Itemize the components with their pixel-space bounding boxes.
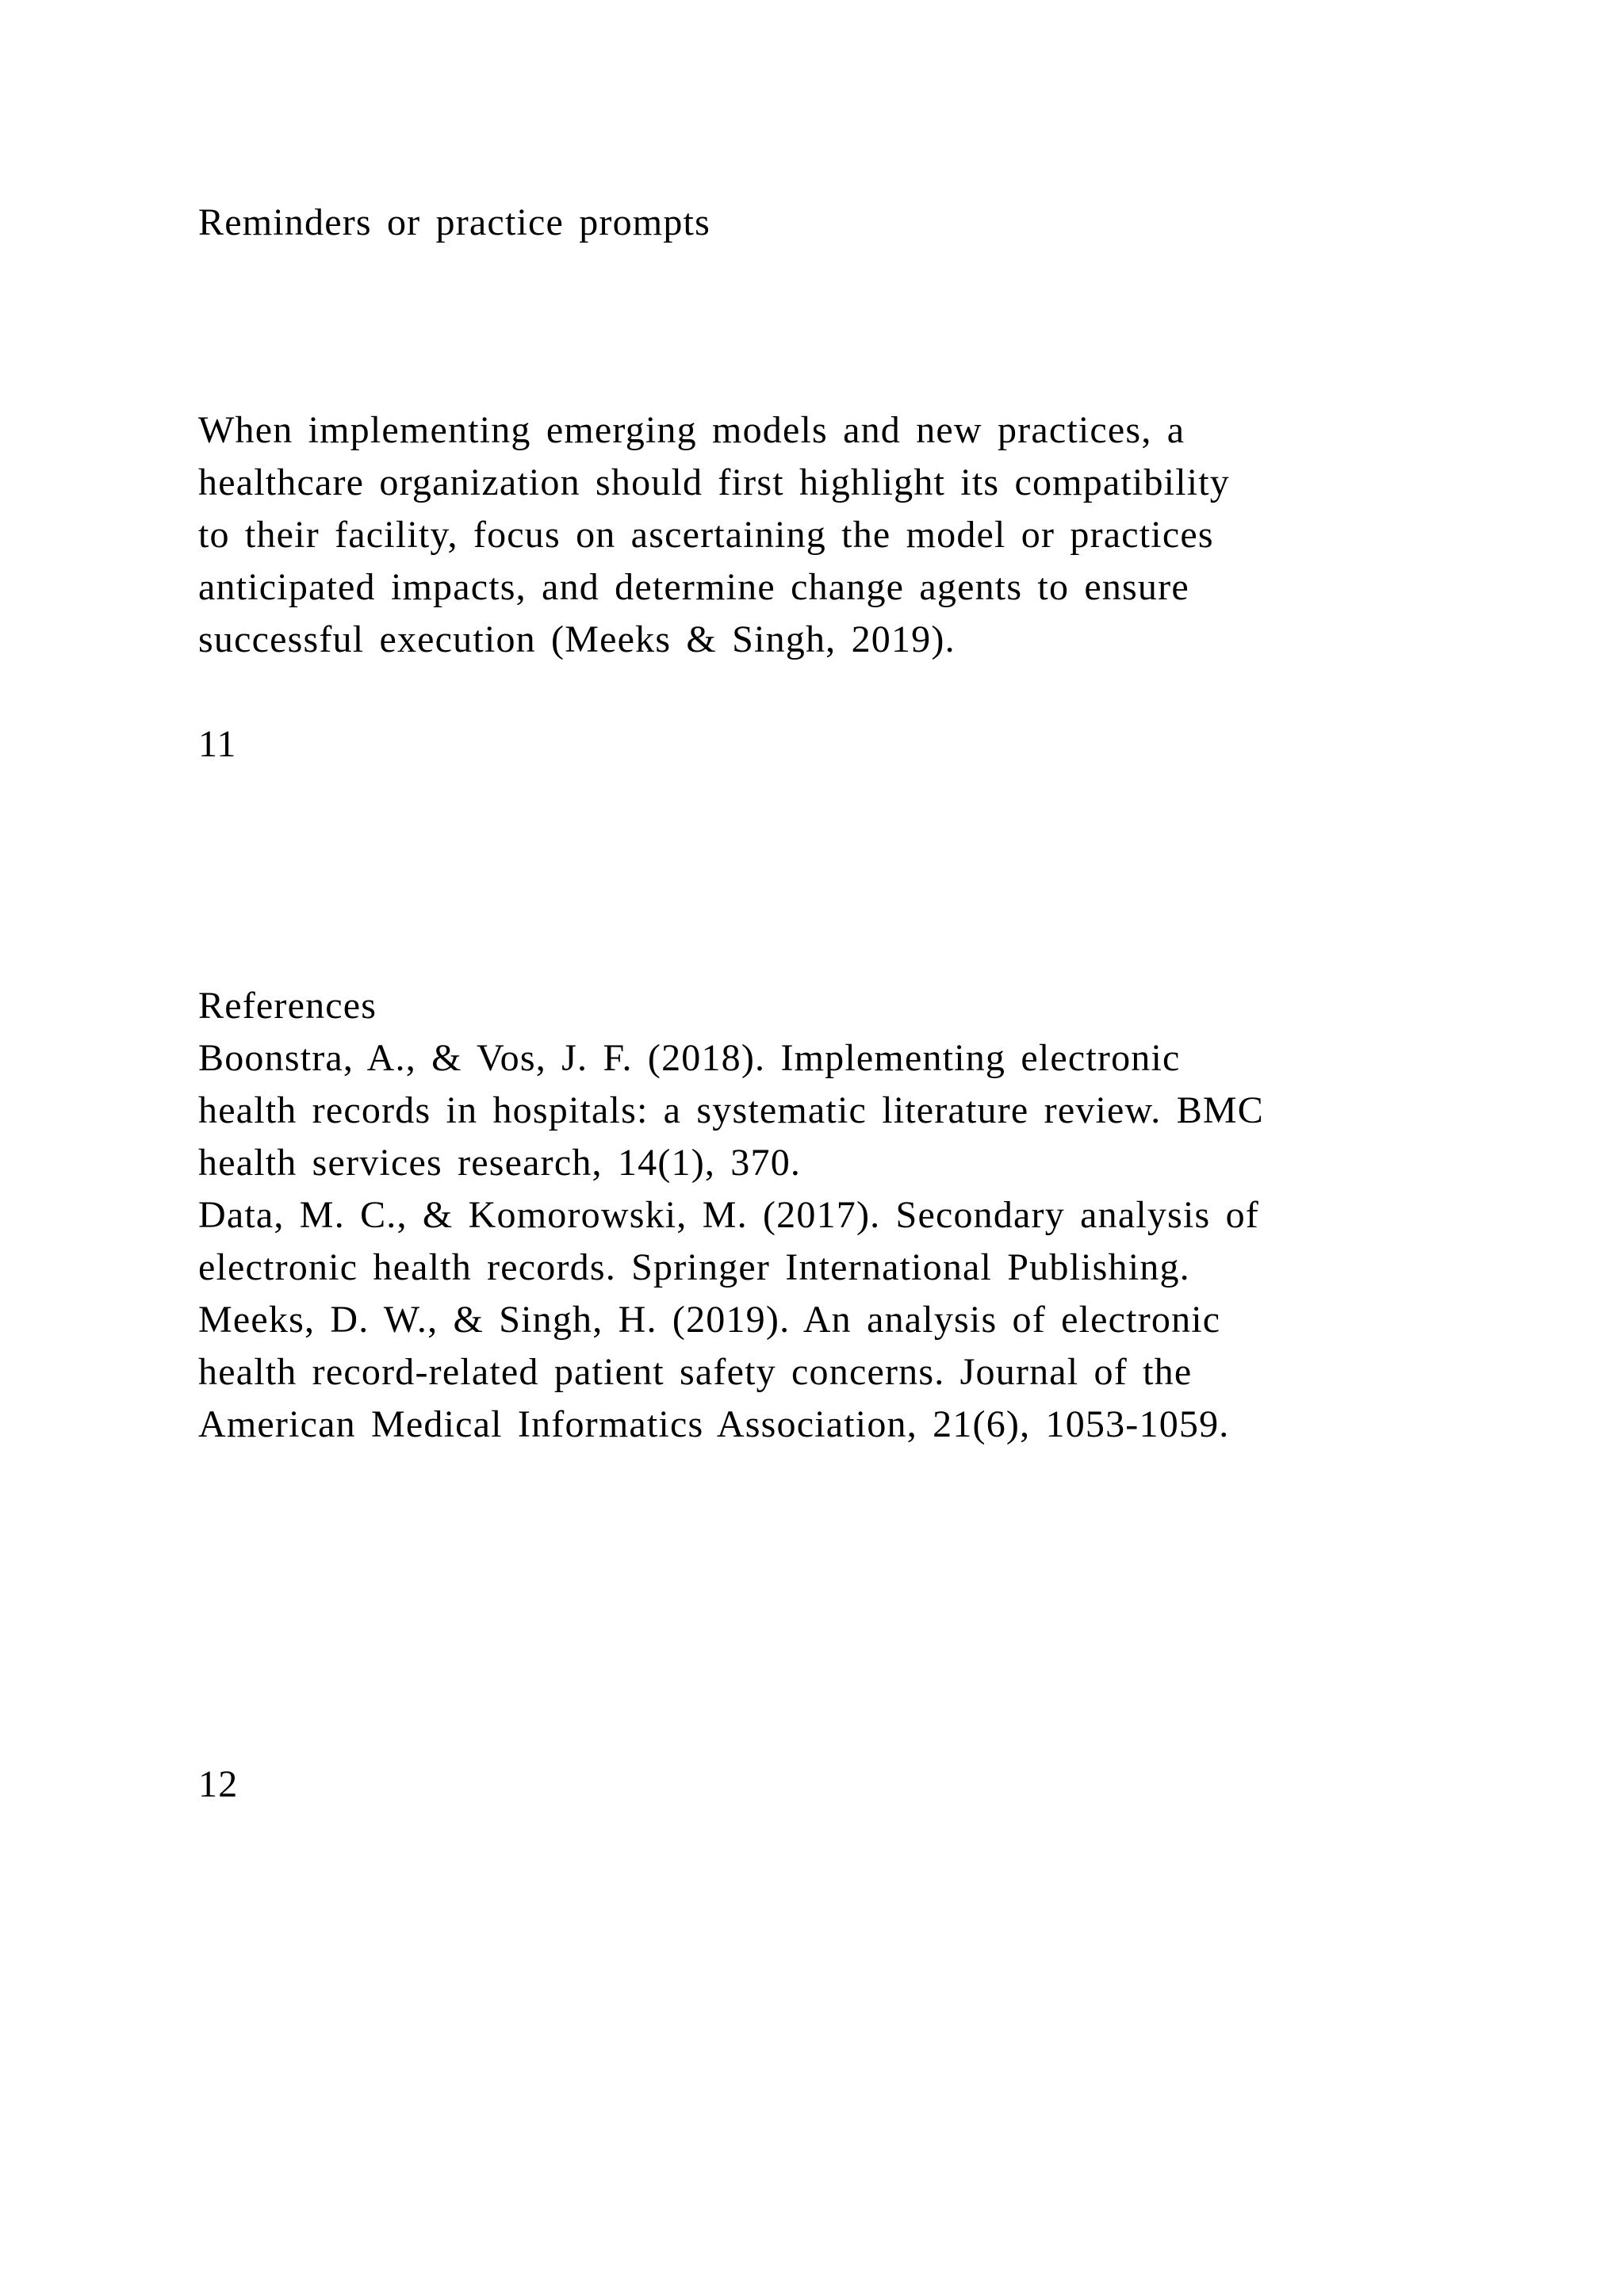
reference-line: health services research, 14(1), 370. xyxy=(198,1142,802,1184)
page-number: 12 xyxy=(198,1763,239,1805)
paragraph-line: When implementing emerging models and new practices, a xyxy=(198,409,1185,451)
reference-line: health record-related patient safety concerns. Journal of the xyxy=(198,1351,1193,1393)
page-number: 11 xyxy=(198,723,237,765)
reminders-heading: Reminders or practice prompts xyxy=(198,201,710,243)
reference-line: electronic health records. Springer International Publishing. xyxy=(198,1246,1190,1288)
references-heading: References xyxy=(198,985,377,1027)
reference-line: Data, M. C., & Komorowski, M. (2017). Secondary analysis of xyxy=(198,1194,1259,1236)
paragraph-line: to their facility, focus on ascertaining the model or practices xyxy=(198,514,1214,556)
paragraph-line: successful execution (Meeks & Singh, 2019). xyxy=(198,618,956,660)
reference-line: health records in hospitals: a systematic literature review. BMC xyxy=(198,1089,1265,1131)
reference-line: Meeks, D. W., & Singh, H. (2019). An analysis of electronic xyxy=(198,1299,1221,1341)
paragraph-line: anticipated impacts, and determine change agents to ensure xyxy=(198,566,1189,608)
paragraph-line: healthcare organization should first highlight its compatibility xyxy=(198,461,1231,503)
reference-line: Boonstra, A., & Vos, J. F. (2018). Implementing electronic xyxy=(198,1037,1181,1079)
reference-line: American Medical Informatics Association, 21(6), 1053-1059. xyxy=(198,1403,1230,1445)
